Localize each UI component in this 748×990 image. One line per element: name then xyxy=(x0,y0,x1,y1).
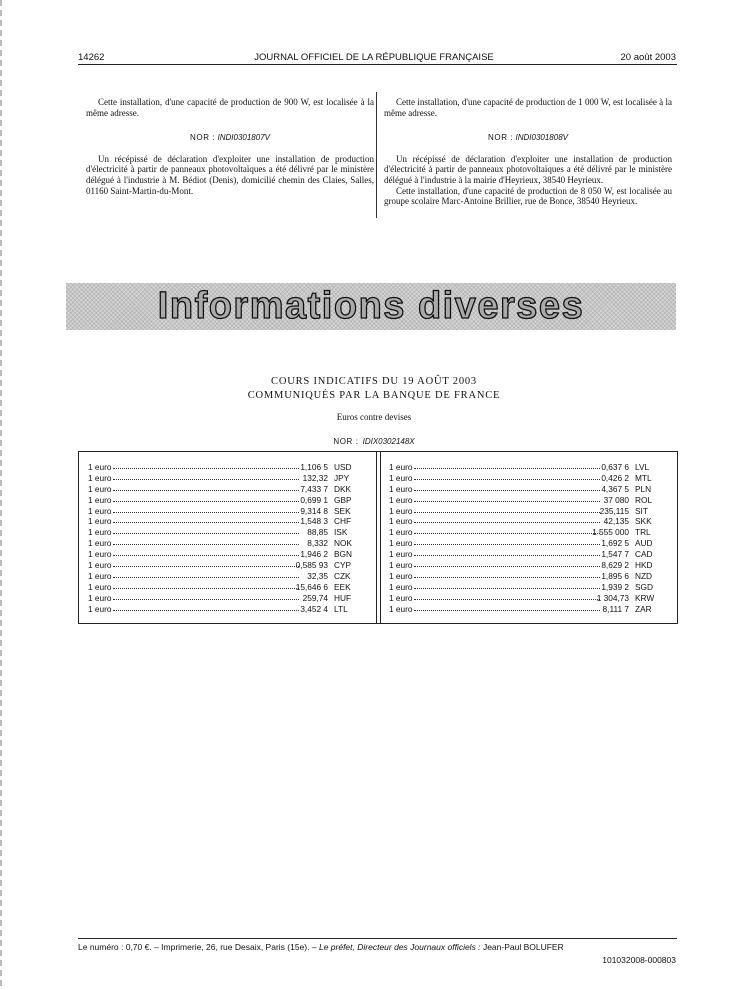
currency-code: AUD xyxy=(635,538,653,549)
footer-director-title: Le préfet, Directeur des Journaux officiels : xyxy=(318,942,481,952)
rate-row xyxy=(389,582,659,593)
header-rule xyxy=(78,64,677,65)
rate-unit: 1 euro xyxy=(389,483,413,494)
rate-unit: 1 euro xyxy=(88,538,112,549)
leader-dots xyxy=(113,610,299,611)
leader-dots xyxy=(113,512,299,513)
rate-unit: 1 euro xyxy=(88,483,112,494)
cours-title-line-2: COMMUNIQUÉS PAR LA BANQUE DE FRANCE xyxy=(247,390,501,401)
currency-code: MTL xyxy=(635,472,652,483)
rate-value: 3,452 4 xyxy=(300,603,328,614)
right-paragraph-1: Cette installation, d'une capacité de production de 1 000 W, est localisée à la même adresse. xyxy=(384,97,672,118)
currency-code: SEK xyxy=(334,505,351,516)
leader-dots xyxy=(113,533,299,534)
section-banner xyxy=(66,283,676,330)
column-divider xyxy=(376,92,377,218)
rate-value: 1,946 2 xyxy=(300,549,328,560)
rate-row xyxy=(88,593,358,604)
rate-row xyxy=(88,495,358,506)
rate-value: 8,111 7 xyxy=(602,603,629,614)
leader-dots xyxy=(414,588,600,589)
rate-value: 88,85 xyxy=(307,527,328,538)
rate-row xyxy=(88,473,358,484)
currency-code: PLN xyxy=(635,483,652,494)
rate-row xyxy=(389,538,659,549)
currency-code: HUF xyxy=(334,592,352,603)
rate-unit: 1 euro xyxy=(389,592,413,603)
rate-value: 1,106 5 xyxy=(300,462,328,472)
currency-code: USD xyxy=(334,462,352,472)
rate-value: 1,692 5 xyxy=(601,538,629,549)
rate-unit: 1 euro xyxy=(88,570,112,581)
rate-value: 1,548 3 xyxy=(300,516,328,527)
currency-code: BGN xyxy=(334,549,352,560)
rate-value: 0,637 6 xyxy=(601,462,629,472)
rate-value: 1,547 7 xyxy=(601,549,629,560)
rate-value: 42,135 xyxy=(603,516,629,527)
rate-unit: 1 euro xyxy=(389,603,413,614)
rate-unit: 1 euro xyxy=(88,603,112,614)
leader-dots xyxy=(113,479,299,480)
rate-value: 1 555 000 xyxy=(592,527,629,538)
rate-value: 9,314 8 xyxy=(300,505,328,516)
rate-value: 0,426 2 xyxy=(601,472,629,483)
rate-row xyxy=(389,484,659,495)
rate-value: 0,585 93 xyxy=(295,560,328,571)
leader-dots xyxy=(113,577,299,578)
leader-dots xyxy=(113,588,299,589)
rate-unit: 1 euro xyxy=(389,462,413,472)
leader-dots xyxy=(414,533,600,534)
scan-edge xyxy=(0,0,2,990)
rate-unit: 1 euro xyxy=(88,494,112,505)
leader-dots xyxy=(113,555,299,556)
nor-label: NOR : xyxy=(190,133,216,143)
rate-row xyxy=(389,462,659,473)
leader-dots xyxy=(414,522,600,523)
rate-unit: 1 euro xyxy=(88,581,112,592)
rate-row xyxy=(389,516,659,527)
currency-code: TRL xyxy=(635,527,651,538)
left-paragraph-2: Un récépissé de déclaration d'exploiter une installation de production d'électricité à partir de panneaux photovoltaïques a été délivré par le ministère délégué à l'industrie à M. Bédiot (Denis), domicilié chemin des Claies, Salles, 01160 Saint-Martin-du-Mont. xyxy=(86,153,374,196)
rates-left-list xyxy=(88,462,358,614)
issue-date: 20 août 2003 xyxy=(620,52,676,63)
leader-dots xyxy=(414,512,600,513)
rate-unit: 1 euro xyxy=(88,516,112,527)
rate-value: 7,433 7 xyxy=(300,483,328,494)
rate-unit: 1 euro xyxy=(88,592,112,603)
left-nor xyxy=(86,132,374,144)
currency-code: CHF xyxy=(334,516,352,527)
rate-unit: 1 euro xyxy=(389,527,413,538)
currency-code: EEK xyxy=(334,581,351,592)
rate-row xyxy=(88,560,358,571)
rate-value: 132,32 xyxy=(302,472,328,483)
rate-row xyxy=(88,506,358,517)
cours-subtitle: Euros contre devises xyxy=(336,412,412,422)
leader-dots xyxy=(414,599,600,600)
rate-row xyxy=(88,538,358,549)
leader-dots xyxy=(414,468,600,469)
rate-row xyxy=(88,462,358,473)
rate-unit: 1 euro xyxy=(389,516,413,527)
footer-text xyxy=(78,942,678,952)
nor-code: INDI0301807V xyxy=(217,133,270,143)
cours-title-line-1: COURS INDICATIFS DU 19 AOÛT 2003 xyxy=(271,376,477,387)
left-paragraph-1: Cette installation, d'une capacité de production de 900 W, est localisée à la même adresse. xyxy=(86,97,374,118)
currency-code: ZAR xyxy=(635,603,652,614)
currency-code: ISK xyxy=(334,527,348,538)
rate-value: 235,115 xyxy=(599,505,629,516)
leader-dots xyxy=(414,555,600,556)
rate-value: 1,939 2 xyxy=(601,581,629,592)
rate-unit: 1 euro xyxy=(88,462,112,472)
rate-row xyxy=(389,495,659,506)
right-column xyxy=(384,97,672,207)
leader-dots xyxy=(414,544,600,545)
rate-unit: 1 euro xyxy=(88,549,112,560)
footer-code: 101032008-000803 xyxy=(602,955,676,965)
rate-unit: 1 euro xyxy=(389,581,413,592)
rate-row xyxy=(88,516,358,527)
leader-dots xyxy=(113,522,299,523)
page-number: 14262 xyxy=(78,52,105,63)
rate-value: 15,646 6 xyxy=(295,581,328,592)
rate-unit: 1 euro xyxy=(389,570,413,581)
currency-code: CZK xyxy=(334,570,351,581)
currency-code: NOK xyxy=(334,538,352,549)
rate-row xyxy=(88,604,358,615)
rate-row xyxy=(389,560,659,571)
rate-unit: 1 euro xyxy=(88,560,112,571)
leader-dots xyxy=(414,501,600,502)
nor-label: NOR : xyxy=(333,437,359,446)
leader-dots xyxy=(113,544,299,545)
currency-code: KRW xyxy=(635,592,655,603)
rate-value: 1 304,73 xyxy=(596,592,629,603)
rate-unit: 1 euro xyxy=(389,549,413,560)
currency-code: CAD xyxy=(635,549,653,560)
right-paragraph-2: Un récépissé de déclaration d'exploiter une installation de production d'électricité à partir de panneaux photovoltaïques a été délivré par le ministère délégué à l'industrie à la mairie d'Heyrieux, 38540 Heyrieux. xyxy=(384,153,672,185)
rate-unit: 1 euro xyxy=(88,505,112,516)
rate-row xyxy=(88,582,358,593)
currency-code: SGD xyxy=(635,581,653,592)
rate-row xyxy=(389,549,659,560)
currency-code: ROL xyxy=(635,494,653,505)
rate-row xyxy=(389,527,659,538)
right-paragraph-3: Cette installation, d'une capacité de production de 8 050 W, est localisée au groupe scolaire Marc-Antoine Brillier, rue de Bonce, 38540 Heyrieux. xyxy=(384,185,672,207)
rate-value: 8,332 xyxy=(307,538,328,549)
leader-dots xyxy=(113,501,299,502)
leader-dots xyxy=(113,490,299,491)
footer-director-name: Jean-Paul BOLUFER xyxy=(482,942,564,952)
left-column xyxy=(86,97,374,196)
leader-dots xyxy=(414,610,600,611)
rate-row xyxy=(88,549,358,560)
currency-code: HKD xyxy=(635,560,653,571)
nor-label: NOR : xyxy=(488,133,514,143)
rate-row xyxy=(88,571,358,582)
leader-dots xyxy=(113,566,299,567)
currency-code: SKK xyxy=(635,516,652,527)
currency-code: DKK xyxy=(334,483,352,494)
rate-value: 1,895 6 xyxy=(601,570,629,581)
rate-row xyxy=(88,484,358,495)
leader-dots xyxy=(113,468,299,469)
currency-code: SIT xyxy=(635,505,648,516)
footer-rule xyxy=(78,938,677,939)
currency-code: LVL xyxy=(635,462,650,472)
rate-unit: 1 euro xyxy=(389,560,413,571)
rate-row xyxy=(389,604,659,615)
rate-value: 0,699 1 xyxy=(300,494,328,505)
leader-dots xyxy=(414,479,600,480)
rate-value: 32,35 xyxy=(307,570,328,581)
rate-row xyxy=(389,593,659,604)
nor-code: INDI0301808V xyxy=(515,133,568,143)
rate-unit: 1 euro xyxy=(389,494,413,505)
rate-value: 37 080 xyxy=(603,494,629,505)
section-banner-title: Informations diverses xyxy=(157,285,585,327)
leader-dots xyxy=(414,490,600,491)
nor-code: IDIX0302148X xyxy=(362,437,415,446)
rate-unit: 1 euro xyxy=(88,472,112,483)
leader-dots xyxy=(113,599,299,600)
rate-value: 4,367 5 xyxy=(601,483,629,494)
rate-unit: 1 euro xyxy=(389,505,413,516)
currency-code: CYP xyxy=(334,560,352,571)
rate-table-divider xyxy=(376,451,381,624)
footer-price-printer: Le numéro : 0,70 €. – Imprimerie, 26, rue Desaix, Paris (15e). – xyxy=(78,942,317,952)
leader-dots xyxy=(414,566,600,567)
currency-code: NZD xyxy=(635,570,653,581)
leader-dots xyxy=(414,577,600,578)
rate-row xyxy=(88,527,358,538)
rate-unit: 1 euro xyxy=(389,472,413,483)
rate-row xyxy=(389,506,659,517)
rate-row xyxy=(389,571,659,582)
rate-value: 259,74 xyxy=(302,592,328,603)
rate-unit: 1 euro xyxy=(389,538,413,549)
journal-title: JOURNAL OFFICIEL DE LA RÉPUBLIQUE FRANÇAISE xyxy=(254,52,494,63)
rates-right-list xyxy=(389,462,659,614)
right-nor xyxy=(384,132,672,144)
currency-code: JPY xyxy=(334,472,350,483)
rate-value: 8,629 2 xyxy=(601,560,629,571)
rate-row xyxy=(389,473,659,484)
currency-code: GBP xyxy=(334,494,352,505)
currency-code: LTL xyxy=(334,603,348,614)
rate-unit: 1 euro xyxy=(88,527,112,538)
cours-nor xyxy=(0,431,748,449)
